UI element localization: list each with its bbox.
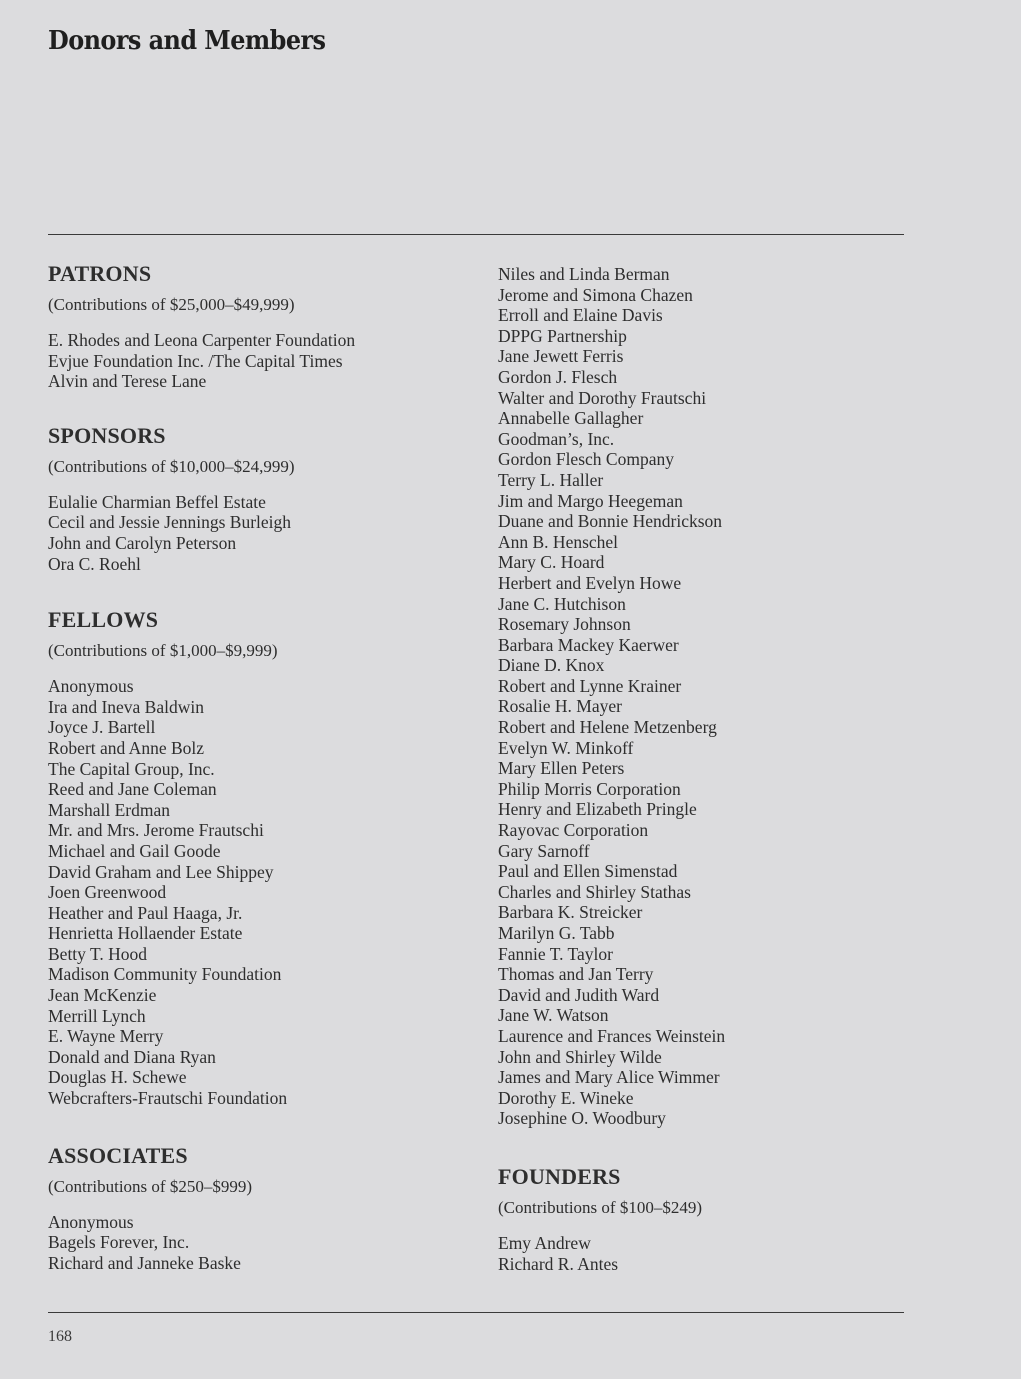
fellow-name: Jim and Margo Heegeman (498, 490, 683, 511)
fellow-name: Ann B. Henschel (498, 531, 619, 552)
fellow-name: Dorothy E. Wineke (498, 1087, 634, 1108)
fellow-name: Jane Jewett Ferris (498, 346, 624, 367)
fellow-name: Henrietta Hollaender Estate (48, 923, 243, 944)
fellow-name: Herbert and Evelyn Howe (498, 572, 682, 593)
fellow-name: Jane W. Watson (498, 1005, 609, 1026)
fellow-name: Gary Sarnoff (498, 840, 590, 861)
patron-name: Alvin and Terese Lane (48, 371, 207, 392)
fellow-name: Ira and Ineva Baldwin (48, 696, 204, 717)
fellow-name: James and Mary Alice Wimmer (498, 1067, 720, 1088)
sponsors-heading: SPONSORS (48, 422, 166, 448)
sponsors-list (48, 492, 468, 574)
fellow-name: Webcrafters-Frautschi Foundation (48, 1088, 288, 1109)
sponsor-name: Eulalie Charmian Beffel Estate (48, 491, 266, 512)
right-column (498, 264, 918, 1274)
fellow-name: Jane C. Hutchison (498, 593, 626, 614)
fellow-name: Josephine O. Woodbury (498, 1108, 666, 1129)
page-title: Donors and Members (48, 26, 326, 56)
fellows-contribution-range: (Contributions of $1,000–$9,999) (48, 641, 278, 661)
fellow-name: Barbara K. Streicker (498, 902, 643, 923)
fellow-name: Walter and Dorothy Frautschi (498, 387, 707, 408)
associate-name: Richard and Janneke Baske (48, 1252, 241, 1273)
fellow-name: DPPG Partnership (498, 325, 627, 346)
associates-heading: ASSOCIATES (48, 1142, 188, 1168)
fellow-name: Thomas and Jan Terry (498, 964, 654, 985)
sponsors-section (48, 422, 468, 574)
fellow-name: Marshall Erdman (48, 799, 170, 820)
fellow-name: Joen Greenwood (48, 882, 167, 903)
fellow-name: Niles and Linda Berman (498, 264, 670, 284)
fellow-name: Philip Morris Corporation (498, 778, 681, 799)
founders-section (498, 1163, 918, 1274)
fellow-name: Charles and Shirley Stathas (498, 881, 691, 902)
sponsor-name: Cecil and Jessie Jennings Burleigh (48, 512, 292, 533)
associates-contribution-range: (Contributions of $250–$999) (48, 1176, 252, 1196)
fellow-name: Henry and Elizabeth Pringle (498, 799, 697, 820)
fellow-name: Robert and Helene Metzenberg (498, 717, 717, 738)
founders-contribution-range: (Contributions of $100–$249) (498, 1197, 702, 1217)
patrons-section (48, 260, 468, 392)
founder-name: Richard R. Antes (498, 1253, 619, 1274)
fellows-list (48, 676, 468, 1108)
fellow-name: Paul and Ellen Simenstad (498, 861, 678, 882)
associates-section (48, 1142, 468, 1274)
fellow-name: Evelyn W. Minkoff (498, 737, 634, 758)
fellow-name: Mary C. Hoard (498, 552, 605, 573)
left-column (48, 260, 468, 1273)
top-divider (48, 234, 904, 235)
fellow-name: Reed and Jane Coleman (48, 779, 217, 800)
fellow-name: David Graham and Lee Shippey (48, 861, 274, 882)
fellows-heading: FELLOWS (48, 607, 159, 633)
fellow-name: Robert and Anne Bolz (48, 737, 205, 758)
fellows-continued-section (498, 264, 918, 1129)
fellow-name: Jerome and Simona Chazen (498, 284, 693, 305)
fellow-name: E. Wayne Merry (48, 1026, 164, 1047)
patrons-heading: PATRONS (48, 261, 152, 286)
fellow-name: Rosemary Johnson (498, 614, 631, 635)
fellow-name: Laurence and Frances Weinstein (498, 1025, 726, 1046)
fellow-name: Goodman’s, Inc. (498, 428, 615, 449)
fellow-name: David and Judith Ward (498, 984, 660, 1005)
sponsors-contribution-range: (Contributions of $10,000–$24,999) (48, 456, 295, 476)
fellow-name: Gordon Flesch Company (498, 449, 674, 470)
fellow-name: Mary Ellen Peters (498, 758, 625, 779)
fellow-name: Mr. and Mrs. Jerome Frautschi (48, 820, 264, 841)
fellow-name: Madison Community Foundation (48, 964, 282, 985)
fellow-name: John and Shirley Wilde (498, 1046, 662, 1067)
patron-name: E. Rhodes and Leona Carpenter Foundation (48, 330, 356, 350)
fellow-name: Merrill Lynch (48, 1005, 146, 1026)
sponsor-name: Ora C. Roehl (48, 553, 141, 574)
patrons-contribution-range: (Contributions of $25,000–$49,999) (48, 295, 295, 314)
founders-list (498, 1233, 918, 1274)
associate-name: Bagels Forever, Inc. (48, 1232, 190, 1253)
founder-name: Emy Andrew (498, 1232, 591, 1253)
fellow-name: Fannie T. Taylor (498, 943, 613, 964)
fellow-name: Marilyn G. Tabb (498, 923, 615, 943)
bottom-divider (48, 1312, 904, 1313)
fellow-name: Donald and Diana Ryan (48, 1046, 216, 1067)
fellow-name: Anonymous (48, 676, 134, 697)
fellow-name: Joyce J. Bartell (48, 717, 156, 738)
fellow-name: Gordon J. Flesch (498, 366, 618, 387)
fellow-name: Diane D. Knox (498, 655, 605, 676)
fellow-name: Douglas H. Schewe (48, 1067, 187, 1088)
fellow-name: Robert and Lynne Krainer (498, 675, 682, 696)
associates-list (48, 1212, 468, 1274)
sponsor-name: John and Carolyn Peterson (48, 532, 237, 553)
page-number: 168 (48, 1328, 72, 1345)
fellow-name: Betty T. Hood (48, 943, 148, 964)
fellow-name: Barbara Mackey Kaerwer (498, 634, 679, 655)
fellow-name: Jean McKenzie (48, 985, 157, 1006)
founders-heading: FOUNDERS (498, 1163, 621, 1189)
fellows-section (48, 606, 468, 1108)
patron-name: Evjue Foundation Inc. /The Capital Times (48, 350, 343, 371)
fellow-name: Erroll and Elaine Davis (498, 305, 663, 326)
associate-name: Anonymous (48, 1211, 134, 1232)
fellow-name: Duane and Bonnie Hendrickson (498, 511, 723, 532)
fellow-name: The Capital Group, Inc. (48, 758, 215, 779)
patrons-list (48, 330, 468, 392)
fellow-name: Terry L. Haller (498, 469, 604, 490)
fellow-name: Michael and Gail Goode (48, 840, 221, 861)
fellow-name: Rosalie H. Mayer (498, 696, 622, 717)
fellow-name: Rayovac Corporation (498, 820, 649, 841)
fellow-name: Annabelle Gallagher (498, 408, 644, 429)
fellow-name: Heather and Paul Haaga, Jr. (48, 902, 243, 923)
fellows-continued-list (498, 264, 918, 1129)
